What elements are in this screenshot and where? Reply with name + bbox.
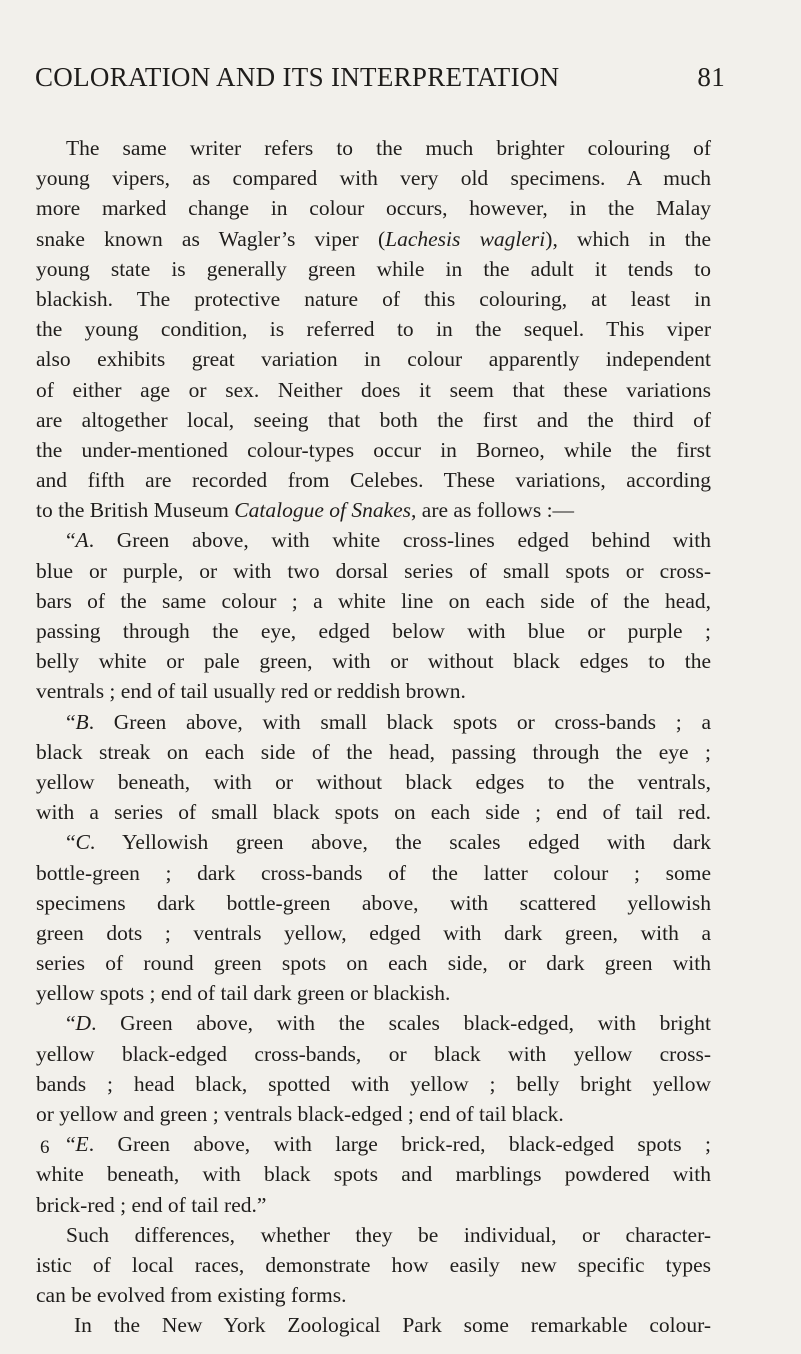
text-line [36, 495, 711, 525]
text-line: more marked change in colour occurs, however, in the Malay [36, 196, 711, 221]
text-segment: “ [66, 528, 76, 553]
italic-term: C [75, 830, 90, 855]
running-header [35, 62, 725, 102]
text-line: bars of the same colour ; a white line on each side of the head, [36, 588, 711, 613]
text-line [36, 707, 711, 737]
text-line: In the New York Zoological Park some remarkable colour- [74, 1313, 711, 1338]
text-line: the young condition, is referred to in the sequel. This viper [36, 317, 711, 342]
text-line: young state is generally green while in the adult it tends to [36, 256, 711, 281]
text-segment: “ [66, 1011, 76, 1036]
text-line: bottle-green ; dark cross-bands of the latter colour ; some [36, 860, 711, 885]
text-line: ventrals ; end of tail usually red or reddish brown. [36, 679, 466, 704]
page-number: 81 [697, 62, 725, 92]
italic-term: Catalogue of Snakes [234, 498, 412, 523]
text-line: yellow spots ; end of tail dark green or blackish. [36, 981, 451, 1006]
text-line: with a series of small black spots on each side ; end of tail red. [36, 800, 711, 825]
text-line: and fifth are recorded from Celebes. These variations, according [36, 468, 711, 493]
text-line [36, 1008, 711, 1038]
italic-term: Lachesis wagleri [385, 226, 546, 251]
text-segment: , are as follows :— [411, 498, 575, 523]
text-line: can be evolved from existing forms. [36, 1283, 347, 1308]
italic-term: E [75, 1132, 89, 1157]
text-segment: . Yellowish green above, the scales edged with dark [89, 830, 711, 855]
text-line: the under-mentioned colour-types occur in Borneo, while the first [36, 437, 711, 462]
italic-term: D [75, 1011, 92, 1036]
text-line: are altogether local, seeing that both the first and the third of [36, 407, 711, 432]
italic-term: A [75, 528, 89, 553]
text-line: white beneath, with black spots and marblings powdered with [36, 1162, 711, 1187]
body-text [36, 133, 711, 1341]
text-line [36, 224, 711, 254]
text-line: of either age or sex. Neither does it seem that these variations [36, 377, 711, 402]
text-line: specimens dark bottle-green above, with scattered yellowish [36, 890, 711, 915]
text-segment: “ [66, 709, 76, 734]
signature-mark: 6 [40, 1137, 50, 1158]
running-title: COLORATION AND ITS INTERPRETATION [35, 62, 560, 92]
text-line: yellow black-edged cross-bands, or black with yellow cross- [36, 1041, 711, 1066]
text-segment: “ [66, 830, 76, 855]
text-line [36, 1129, 711, 1159]
text-line: blackish. The protective nature of this colouring, at least in [36, 286, 711, 311]
text-segment: to the British Museum [36, 498, 235, 523]
text-segment: . Green above, with large brick-red, black-edged spots ; [88, 1132, 711, 1157]
text-line: green dots ; ventrals yellow, edged with dark green, with a [36, 920, 711, 945]
text-line: young vipers, as compared with very old specimens. A much [36, 166, 711, 191]
text-segment: . Green above, with the scales black-edged, with bright [91, 1011, 711, 1036]
text-segment: ), which in the [545, 226, 711, 251]
text-line: Such differences, whether they be individual, or character- [66, 1222, 711, 1247]
text-line: or yellow and green ; ventrals black-edged ; end of tail black. [36, 1102, 564, 1126]
italic-term: B [75, 709, 89, 734]
text-segment: . Green above, with white cross-lines edged behind with [88, 528, 711, 553]
text-line: blue or purple, or with two dorsal series of small spots or cross- [36, 558, 711, 583]
text-line [36, 525, 711, 555]
text-line: istic of local races, demonstrate how easily new specific types [36, 1252, 711, 1277]
text-line: belly white or pale green, with or without black edges to the [36, 649, 711, 674]
text-line: series of round green spots on each side, or dark green with [36, 951, 711, 976]
text-line: yellow beneath, with or without black edges to the ventrals, [36, 769, 711, 794]
text-segment: “ [66, 1132, 76, 1157]
text-segment: snake known as Wagler’s viper ( [36, 226, 386, 251]
text-line: passing through the eye, edged below with blue or purple ; [36, 619, 711, 643]
text-segment: . Green above, with small black spots or cross-bands ; a [88, 709, 711, 734]
text-line: also exhibits great variation in colour apparently independent [36, 347, 711, 372]
text-line [36, 827, 711, 857]
text-line: The same writer refers to the much brighter colouring of [66, 136, 711, 160]
text-line: bands ; head black, spotted with yellow ; belly bright yellow [36, 1071, 711, 1096]
text-line: black streak on each side of the head, passing through the eye ; [36, 739, 711, 764]
text-line: brick-red ; end of tail red.” [36, 1192, 267, 1217]
